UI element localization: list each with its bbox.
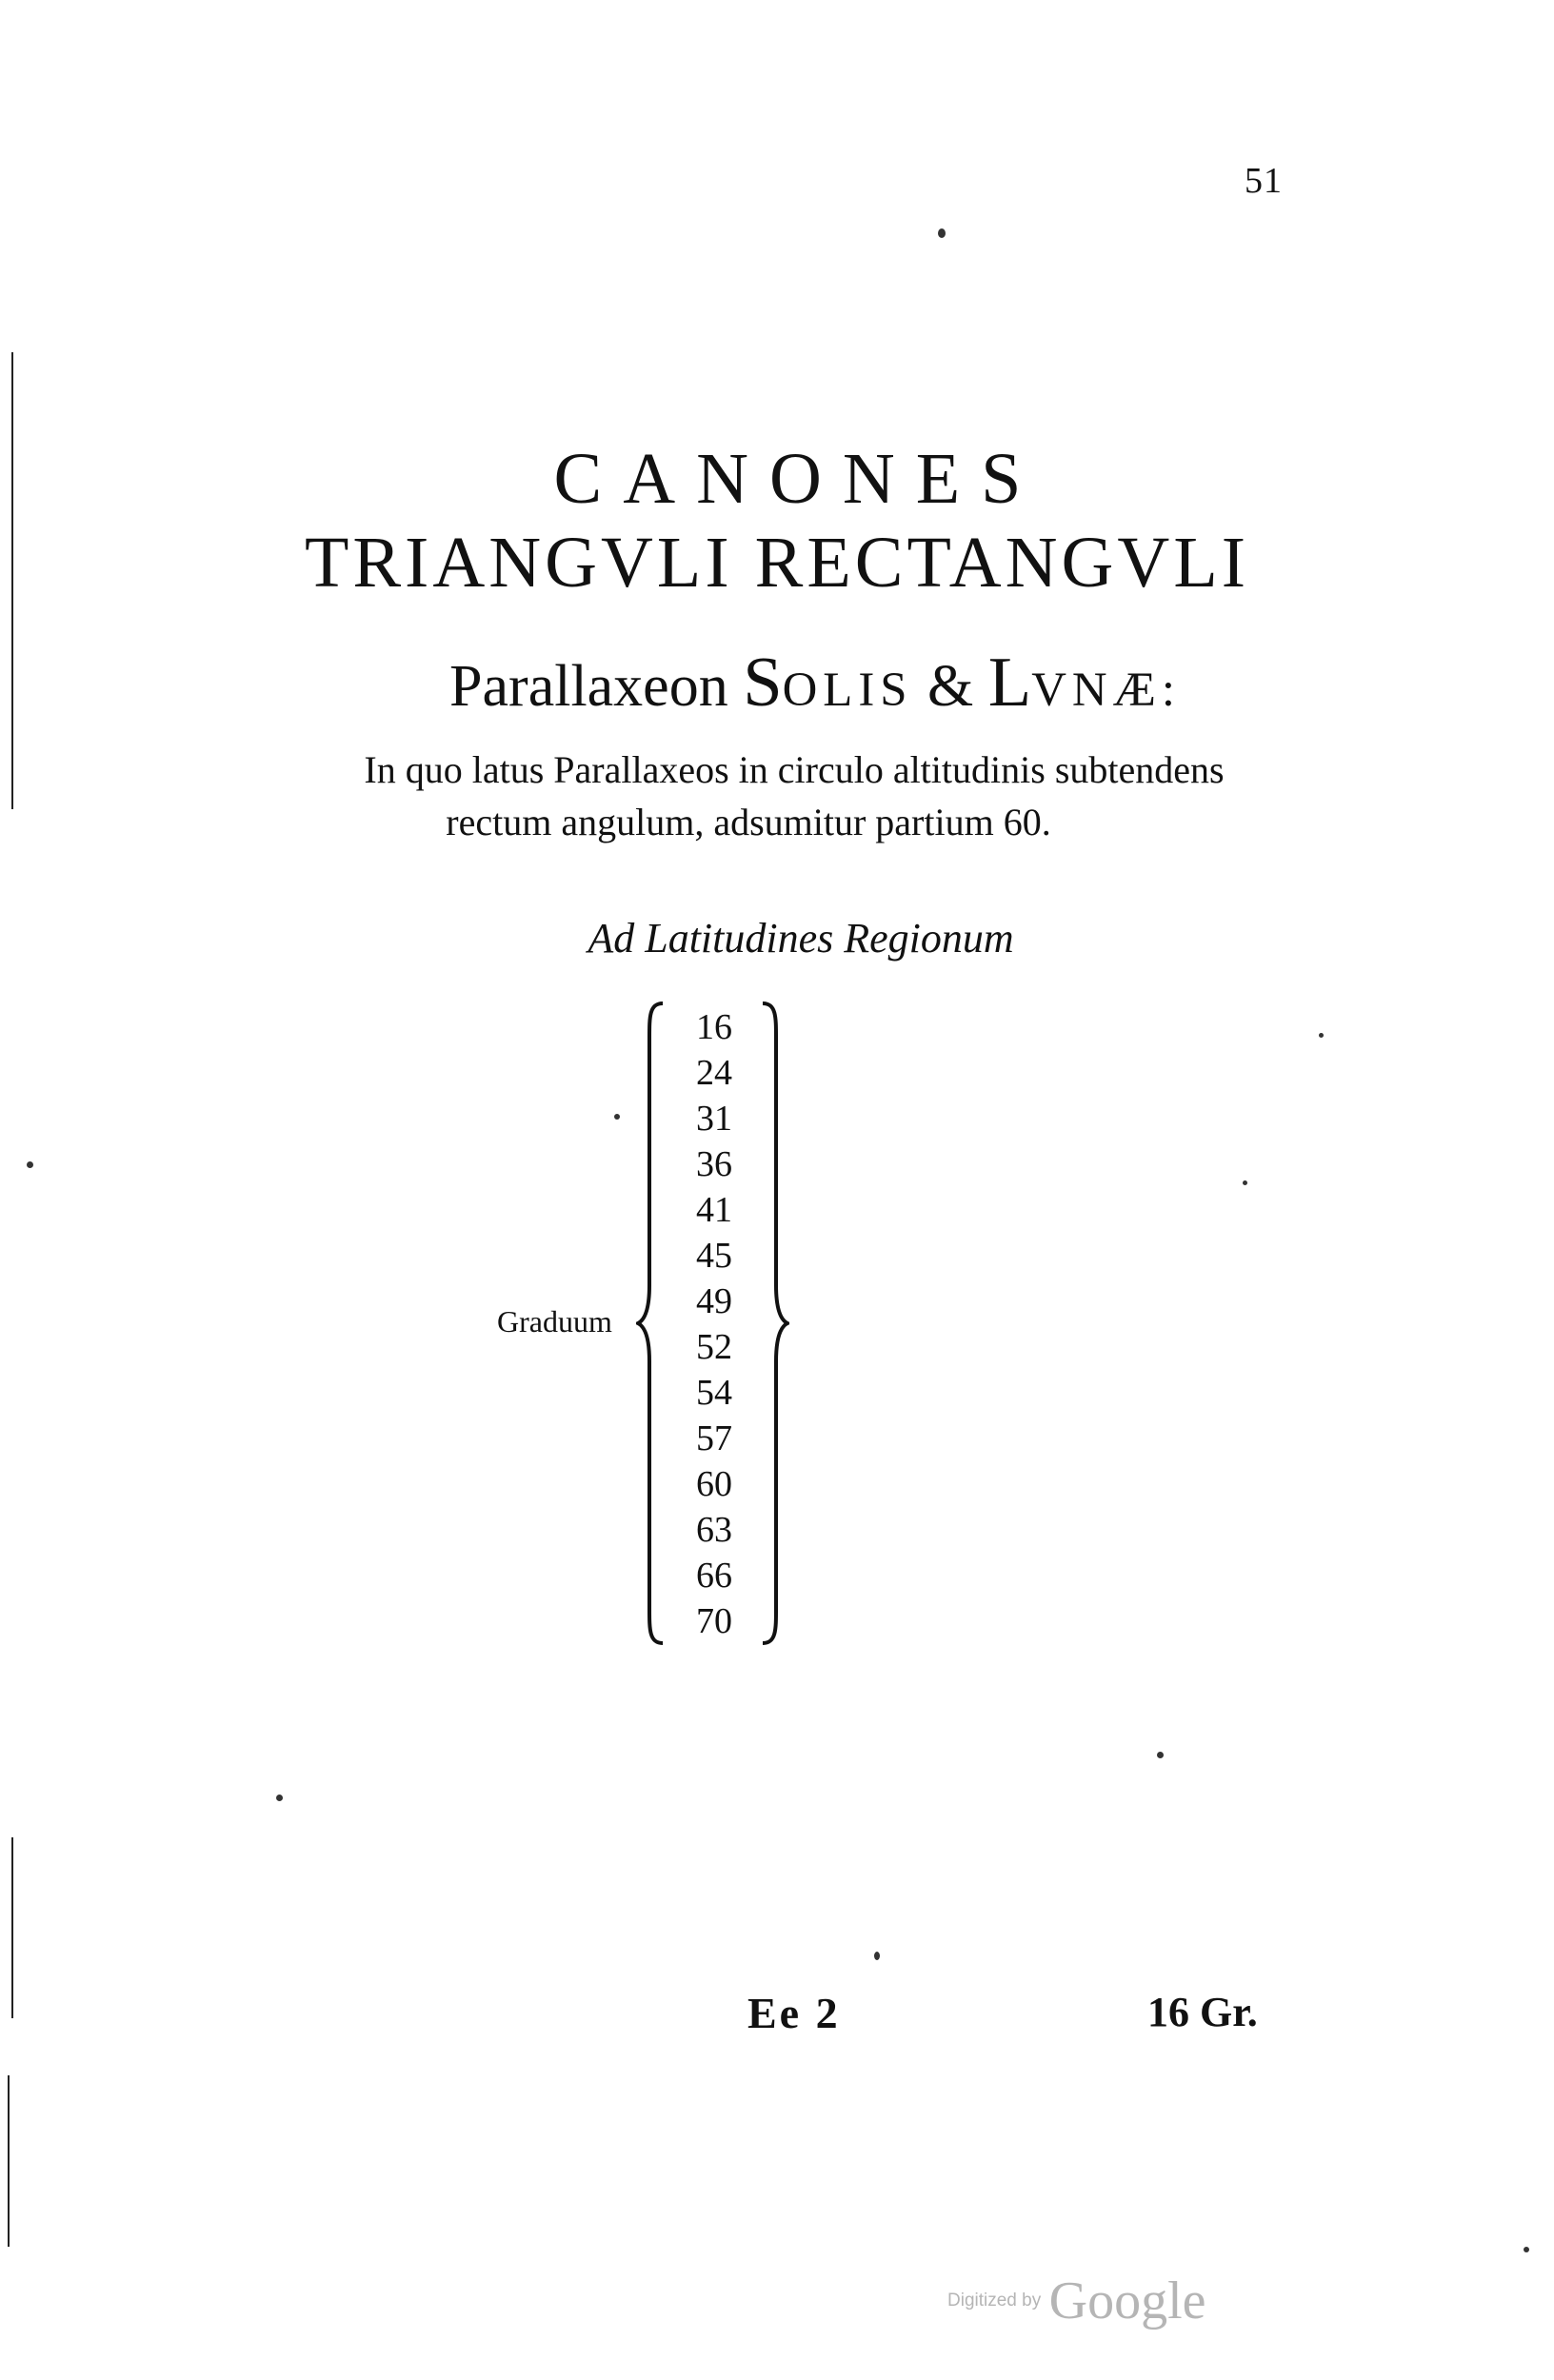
degree-value: 36 — [696, 1144, 732, 1184]
solis-initial: S — [743, 644, 783, 722]
latitudes-heading: Ad Latitudines Regionum — [588, 915, 1014, 962]
degree-value: 24 — [696, 1053, 732, 1093]
digitization-watermark — [947, 2271, 1206, 2331]
scan-speck — [874, 1952, 880, 1960]
degree-value: 66 — [696, 1556, 732, 1596]
degree-value: 63 — [696, 1510, 732, 1550]
binding-edge-line — [11, 1837, 13, 2018]
watermark-brand-logo: Google — [1048, 2271, 1206, 2330]
title-parallaxeon — [38, 643, 1554, 724]
degree-value: 16 — [696, 1007, 732, 1047]
degree-value: 31 — [696, 1099, 732, 1139]
scan-speck — [1524, 2247, 1529, 2252]
title-trianguli-rectanguli: TRIANGVLI RECTANGVLI — [304, 523, 1250, 603]
solis-rest: OLIS — [782, 663, 913, 716]
scan-speck — [276, 1795, 283, 1801]
catchword: 16 Gr. — [1147, 1989, 1258, 2035]
left-curly-brace — [636, 1000, 668, 1647]
watermark-prefix: Digitized by — [947, 2291, 1042, 2311]
right-curly-brace — [757, 1000, 789, 1647]
scan-speck — [1243, 1180, 1247, 1185]
description-line-2: rectum angulum, adsumitur partium 60. — [446, 801, 1051, 843]
degree-value: 70 — [696, 1601, 732, 1641]
ampersand: & — [912, 654, 988, 719]
degree-value: 45 — [696, 1236, 732, 1276]
scan-speck — [938, 228, 946, 238]
description-line-1: In quo latus Parallaxeos in circulo altitudinis subtendens — [364, 748, 1225, 791]
scan-speck — [1319, 1033, 1324, 1038]
scan-speck — [27, 1161, 33, 1168]
binding-edge-line — [8, 2075, 10, 2247]
degree-value: 57 — [696, 1418, 732, 1458]
lunae-rest: VNÆ: — [1031, 663, 1181, 716]
degree-value: 41 — [696, 1190, 732, 1230]
latitude-degrees-list — [667, 1004, 762, 1644]
title-canones: CANONES — [553, 439, 1043, 519]
degree-value: 49 — [696, 1281, 732, 1321]
signature-mark: Ee 2 — [747, 1989, 841, 2037]
degree-value: 60 — [696, 1464, 732, 1504]
graduum-label: Graduum — [497, 1304, 612, 1339]
page-number: 51 — [1245, 161, 1283, 201]
degree-value: 52 — [696, 1327, 732, 1367]
lunae-initial: L — [987, 644, 1032, 722]
degree-value: 54 — [696, 1373, 732, 1413]
scan-speck — [1157, 1752, 1164, 1758]
scan-speck — [614, 1114, 620, 1120]
title-parallaxeon-word: Parallaxeon — [449, 654, 744, 719]
